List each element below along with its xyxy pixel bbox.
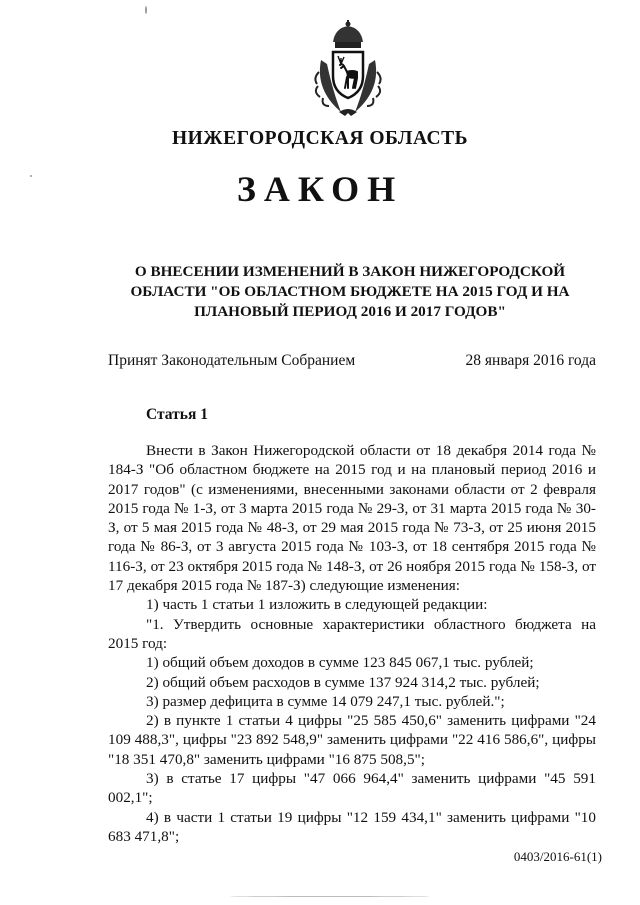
amendment-item-4: 4) в части 1 статьи 19 цифры "12 159 434,1" заменить цифрами "10 683 471,8"; xyxy=(108,808,596,845)
amendment-item-1: 1) часть 1 статьи 1 изложить в следующей редакции: xyxy=(146,596,488,614)
law-subject-line: ПЛАНОВЫЙ ПЕРИОД 2016 И 2017 ГОДОВ" xyxy=(194,303,506,320)
article-body xyxy=(108,441,596,846)
document-type-title: ЗАКОН xyxy=(236,169,404,209)
coat-of-arms-icon xyxy=(311,20,385,120)
law-subject-line: ОБЛАСТИ "ОБ ОБЛАСТНОМ БЮДЖЕТЕ НА 2015 ГОД И НА xyxy=(130,283,570,300)
quoted-text-paragraph: "1. Утвердить основные характеристики областного бюджета на 2015 год: xyxy=(108,615,596,652)
law-subject-line: О ВНЕСЕНИИ ИЗМЕНЕНИЙ В ЗАКОН НИЖЕГОРОДСКОЙ xyxy=(134,263,566,280)
article-intro-paragraph: Внести в Закон Нижегородской области от 18 декабря 2014 года № 184-З "Об областном бюджете на 2015 год и на плановый период 2016 и 2017 годов" (с изменениями, внесенными законами области от 2 февраля 2015 года № 1-З, от 3 марта 2015 года № 29-З, от 31 марта 2015 года № 30-З, от 5 мая 2015 года № 48-З, от 29 мая 2015 года № 73-З, от 25 июня 2015 года № 86-З, от 3 августа 2015 года № 103-З, от 18 сентября 2015 года № 116-З, от 23 октября 2015 года № 148-З, от 26 ноября 2015 года № 158-З, от 17 декабря 2015 года № 187-З) следующие изменения: xyxy=(108,442,596,595)
scan-artifact xyxy=(230,896,430,897)
amendment-item-2: 2) в пункте 1 статьи 4 цифры "25 585 450,6" заменить цифрами "24 109 488,3", цифры "23 892 548,9" заменить цифрами "22 416 586,6", цифры "18 351 470,8" заменить цифрами "16 875 508,5"; xyxy=(108,712,596,768)
budget-deficit-line: 3) размер дефицита в сумме 14 079 247,1 тыс. рублей."; xyxy=(146,692,505,710)
document-number: 0403/2016-61(1) xyxy=(513,849,602,864)
scan-artifact xyxy=(145,6,147,14)
article-heading: Статья 1 xyxy=(146,406,208,423)
budget-expense-line: 2) общий объем расходов в сумме 137 924 314,2 тыс. рублей; xyxy=(146,673,540,691)
amendment-item-3: 3) в статье 17 цифры "47 066 964,4" заменить цифрами "45 591 002,1"; xyxy=(108,770,596,807)
scan-artifact xyxy=(30,175,32,177)
region-title: НИЖЕГОРОДСКАЯ ОБЛАСТЬ xyxy=(171,128,469,149)
adoption-date: 28 января 2016 года xyxy=(465,352,596,369)
law-subject xyxy=(100,262,600,322)
budget-revenue-line: 1) общий объем доходов в сумме 123 845 067,1 тыс. рублей; xyxy=(146,654,534,672)
adopted-by-label: Принят Законодательным Собранием xyxy=(108,352,356,369)
